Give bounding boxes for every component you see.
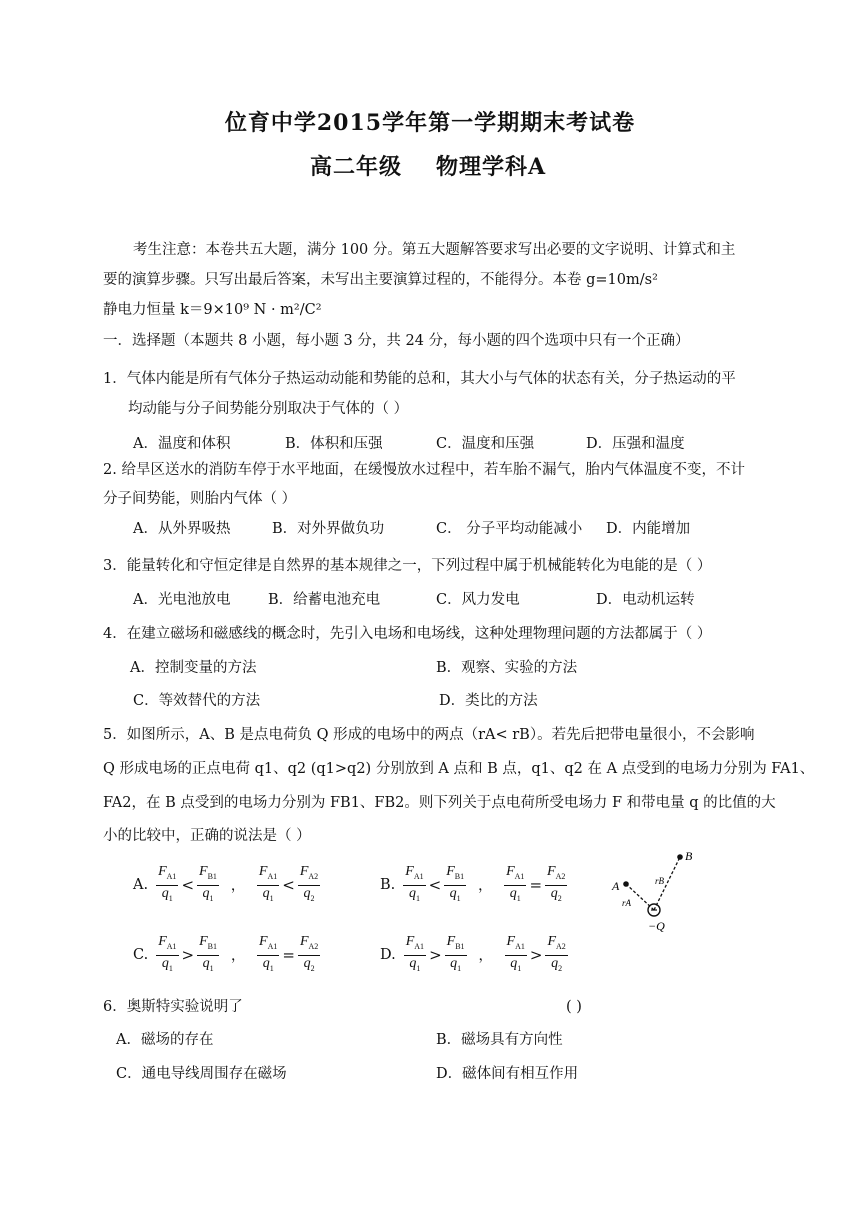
q2-option-b: B．对外界做负功 — [272, 521, 385, 537]
fraction-fa1-q1: $\frac{F_{A1}}{q_1}$ — [405, 934, 425, 973]
q4-option-d: D．类比的方法 — [439, 693, 538, 709]
less-than: < — [428, 876, 442, 895]
label-b: B — [685, 849, 693, 863]
subject-label: 物理学科A — [436, 154, 547, 180]
q5-stem-line-2: Q 形成电场的正点电荷 q1、q2 (q1>q2) 分别放到 A 点和 B 点，q1、q2 在 A 点受到的电场力分别为 FA1、 — [103, 761, 815, 777]
q1-option-b: B．体积和压强 — [285, 436, 383, 452]
notice-line-1: 考生注意：本卷共五大题，满分 100 分。第五大题解答要求写出必要的文字说明、计算式和主 — [133, 242, 736, 258]
fraction-fa2-q2: $\frac{F_{A2}}{q_2}$ — [547, 934, 566, 973]
less-than: < — [181, 876, 195, 895]
fraction-fa2-q2: $\frac{F_{A2}}{q_2}$ — [299, 934, 319, 973]
fraction-fa2-q2: $\frac{F_{A2}}{q_2}$ — [547, 864, 566, 903]
fraction-fa1-q1: $\frac{F_{A1}}{q_1}$ — [158, 934, 177, 973]
q5-option-b — [380, 864, 567, 907]
q2-option-c: C． 分子平均动能减小 — [436, 521, 583, 537]
exam-title: 位育中学2015学年第一学期期末考试卷 — [224, 110, 636, 136]
fraction-fa1-q1: $\frac{F_{A1}}{q_1}$ — [506, 864, 525, 903]
label-a: A — [612, 879, 620, 893]
q1-option-d: D．压强和温度 — [586, 436, 685, 452]
q3-stem: 3．能量转化和守恒定律是自然界的基本规律之一，下列过程中属于机械能转化为电能的是（ ） — [103, 558, 712, 574]
grade-label: 高二年级 — [310, 154, 403, 180]
q4-option-b: B．观察、实验的方法 — [436, 660, 578, 676]
q5-stem-line-4: 小的比较中，正确的说法是（ ） — [103, 828, 311, 844]
greater-than: > — [181, 946, 195, 965]
comma: ， — [478, 948, 493, 965]
fraction-fa1-q1: $\frac{F_{A1}}{q_1}$ — [405, 864, 424, 903]
point-a-marker — [623, 881, 629, 887]
notice-line-2: 要的演算步骤。只写出最后答案，未写出主要演算过程的，不能得分。本卷 g=10m/s² — [103, 272, 658, 288]
q5-option-d — [380, 934, 568, 977]
q6-stem: 6．奥斯特实验说明了 — [103, 999, 243, 1015]
q2-option-d: D．内能增加 — [606, 521, 691, 537]
less-than: < — [282, 876, 295, 895]
fraction-fa1-q1: $\frac{F_{A1}}{q_1}$ — [506, 934, 525, 973]
q1-stem-line-2: 均动能与分子间势能分别取决于气体的（ ） — [128, 401, 409, 417]
label-ra: rA — [622, 898, 631, 908]
equals: = — [282, 946, 295, 965]
q2-option-a: A．从外界吸热 — [133, 521, 231, 537]
fraction-fa1-q1: $\frac{F_{A1}}{q_1}$ — [259, 934, 278, 973]
option-label: A. — [133, 877, 149, 894]
q6-option-b: B．磁场具有方向性 — [436, 1032, 563, 1048]
q4-option-a: A．控制变量的方法 — [130, 660, 257, 676]
q1-option-c: C．温度和压强 — [436, 436, 535, 452]
q5-option-c — [133, 934, 320, 977]
q5-option-a — [133, 864, 320, 907]
q2-stem-line-2: 分子间势能，则胎内气体（ ） — [103, 491, 297, 507]
fraction-fa1-q1: $\frac{F_{A1}}{q_1}$ — [158, 864, 177, 903]
q3-option-b: B．给蓄电池充电 — [268, 592, 381, 608]
fraction-fb1-q1: $\frac{F_{B1}}{q_1}$ — [446, 934, 465, 973]
notice-line-3: 静电力恒量 k＝9×10⁹ N · m²/C² — [103, 302, 322, 318]
section-heading: 一．选择题（本题共 8 小题，每小题 3 分，共 24 分，每小题的四个选项中只有一个正确） — [103, 333, 690, 349]
q4-option-c: C．等效替代的方法 — [133, 693, 261, 709]
fraction-fa2-q2: $\frac{F_{A2}}{q_2}$ — [299, 864, 319, 903]
fraction-fb1-q1: $\frac{F_{B1}}{q_1}$ — [199, 864, 217, 903]
comma: ， — [230, 878, 245, 895]
q6-answer-bracket: ( ) — [566, 999, 582, 1015]
q6-option-d: D．磁体间有相互作用 — [436, 1066, 579, 1082]
label-charge: −Q — [648, 919, 665, 933]
greater-than: > — [429, 946, 442, 965]
q2-stem-line-1: 2. 给旱区送水的消防车停于水平地面，在缓慢放水过程中，若车胎不漏气，胎内气体温度不变，不计 — [103, 462, 745, 478]
label-rb: rB — [655, 876, 664, 886]
greater-than: > — [529, 946, 543, 965]
q1-option-a: A．温度和体积 — [133, 436, 231, 452]
comma: ， — [478, 878, 493, 895]
q3-option-a: A．光电池放电 — [133, 592, 231, 608]
q3-option-d: D．电动机运转 — [596, 592, 695, 608]
charge-diagram — [606, 846, 716, 938]
fraction-fb1-q1: $\frac{F_{B1}}{q_1}$ — [199, 934, 218, 973]
equals: = — [529, 876, 543, 895]
q1-stem-line-1: 1．气体内能是所有气体分子热运动动能和势能的总和，其大小与气体的状态有关，分子热运动的平 — [103, 371, 736, 387]
q6-option-c: C．通电导线周围存在磁场 — [116, 1066, 287, 1082]
q5-stem-line-3: FA2，在 B 点受到的电场力分别为 FB1、FB2。则下列关于点电荷所受电场力 F 和带电量 q 的比值的大 — [103, 795, 776, 811]
fraction-fb1-q1: $\frac{F_{B1}}{q_1}$ — [446, 864, 465, 903]
q4-stem: 4．在建立磁场和磁感线的概念时，先引入电场和电场线，这种处理物理问题的方法都属于（ ） — [103, 626, 712, 642]
q6-option-a: A．磁场的存在 — [116, 1032, 214, 1048]
option-label: B. — [380, 877, 396, 894]
option-label: C. — [133, 947, 149, 964]
point-b-marker — [677, 854, 683, 860]
fraction-fa1-q1: $\frac{F_{A1}}{q_1}$ — [258, 864, 278, 903]
q5-stem-line-1: 5．如图所示，A、B 是点电荷负 Q 形成的电场中的两点（rA< rB）。若先后把带电量很小，不会影响 — [103, 727, 755, 743]
comma: ， — [231, 948, 246, 965]
q3-option-c: C．风力发电 — [436, 592, 520, 608]
option-label: D. — [380, 947, 396, 964]
